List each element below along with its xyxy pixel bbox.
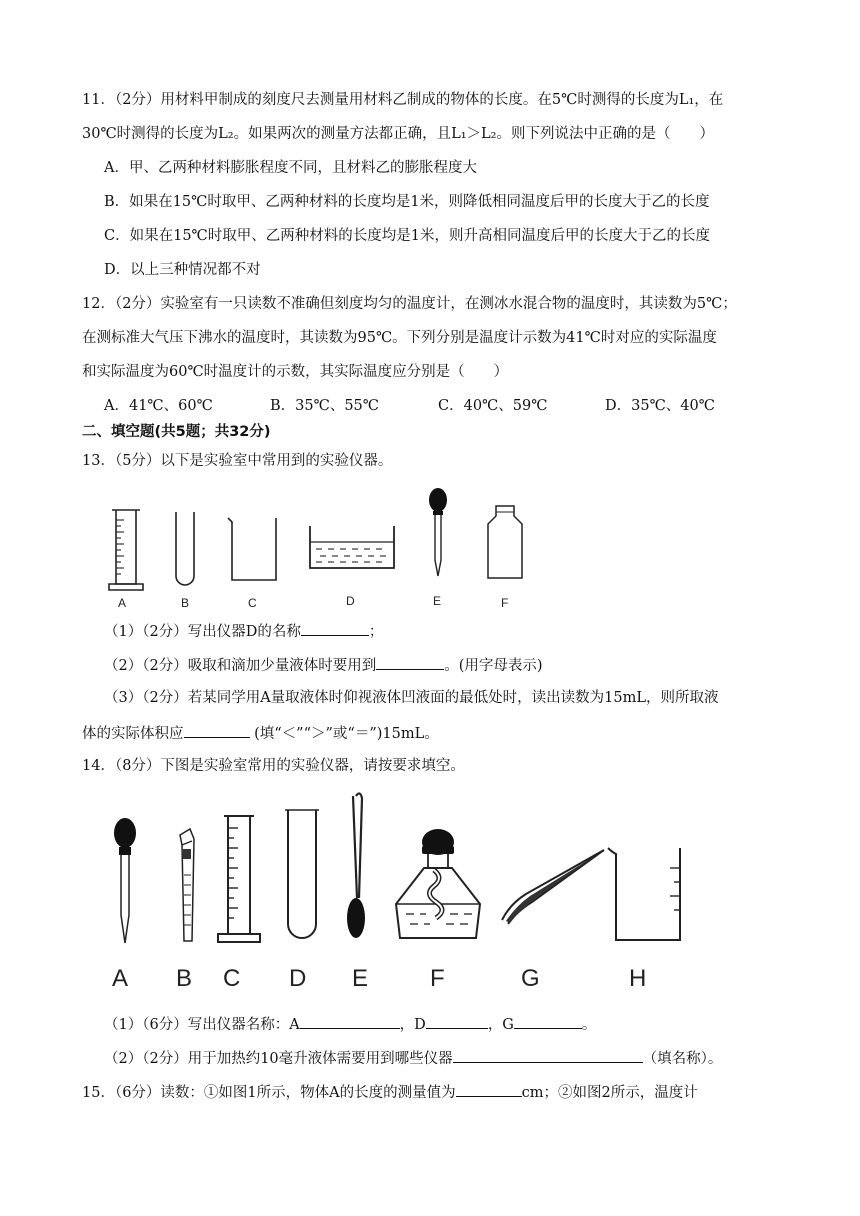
q14-beaker-figure bbox=[604, 838, 690, 946]
q13-label-c: C bbox=[248, 596, 257, 610]
q12-option-c: C．40℃、59℃ bbox=[438, 398, 548, 414]
q11-option-b: B．如果在15℃时取甲、乙两种材料的长度均是1米，则降低相同温度后甲的长度大于乙的长度 bbox=[104, 194, 710, 210]
q14-sub2-tail: （填名称）。 bbox=[642, 1051, 723, 1067]
q14-sub1-blank-a[interactable] bbox=[300, 1013, 400, 1029]
q14-test-tube-holder-figure bbox=[172, 825, 200, 947]
q12-stem-line3: 和实际温度为60℃时温度计的示数，其实际温度应分别是（ ） bbox=[82, 364, 509, 380]
q14-sub1-text-g: ，G bbox=[487, 1017, 514, 1033]
q14-label-f: F bbox=[430, 965, 445, 992]
q13-sub1-tail: ； bbox=[368, 624, 384, 640]
q14-sub2-answer-blank[interactable] bbox=[453, 1047, 643, 1063]
q14-graduated-cylinder-figure bbox=[214, 808, 264, 948]
q14-label-e: E bbox=[352, 965, 369, 992]
q11-option-a: A．甲、乙两种材料膨胀程度不同，且材料乙的膨胀程度大 bbox=[104, 160, 477, 176]
q12-option-b: B．35℃、55℃ bbox=[270, 398, 379, 414]
q13-label-b: B bbox=[181, 596, 190, 610]
q15-text: 15．（6分）读数：①如图1所示，物体A的长度的测量值为 bbox=[82, 1085, 456, 1101]
q14-sub1-blank-d[interactable] bbox=[426, 1013, 488, 1029]
q15-answer-blank[interactable] bbox=[456, 1081, 522, 1097]
q12-stem-line2: 在测标准大气压下沸水的温度时，其读数为95℃。下列分别是温度计示数为41℃时对应的实际温度 bbox=[82, 330, 717, 346]
q13-sub2-tail: 。(用字母表示) bbox=[444, 658, 543, 674]
q15-stem bbox=[82, 1081, 698, 1103]
q14-label-a: A bbox=[112, 965, 129, 992]
q14-sub2 bbox=[104, 1047, 722, 1069]
q14-medicine-spoon-figure bbox=[338, 788, 374, 948]
q14-label-b: B bbox=[176, 965, 193, 992]
q13-reagent-bottle-figure bbox=[482, 502, 528, 582]
q14-sub2-text: （2）（2分）用于加热约10毫升液体需要用到哪些仪器 bbox=[104, 1051, 453, 1067]
q13-label-d: D bbox=[346, 594, 355, 608]
q13-sub1-answer-blank[interactable] bbox=[301, 620, 369, 636]
q13-sub2-answer-blank[interactable] bbox=[376, 654, 444, 670]
q13-dropper-figure bbox=[424, 486, 452, 580]
q13-sub3-answer-blank[interactable] bbox=[184, 722, 250, 738]
section-heading-fill-in: 二、填空题(共5题；共32分) bbox=[82, 424, 271, 440]
q11-stem-line1: 11．（2分）用材料甲制成的刻度尺去测量用材料乙制成的物体的长度。在5℃时测得的长度为L₁，在 bbox=[82, 92, 724, 108]
q12-option-a: A．41℃、60℃ bbox=[104, 398, 213, 414]
q14-sub1-text-d: ，D bbox=[399, 1017, 426, 1033]
q14-dropper-figure bbox=[110, 815, 140, 950]
q13-label-f: F bbox=[501, 596, 509, 610]
q14-alcohol-lamp-figure bbox=[390, 826, 486, 948]
q14-sub1-blank-g[interactable] bbox=[514, 1013, 582, 1029]
q13-sub2 bbox=[104, 654, 543, 676]
q13-sub3-tail: (填“＜”“＞”或“＝”)15mL。 bbox=[249, 726, 439, 742]
q11-stem-line2: 30℃时测得的长度为L₂。如果两次的测量方法都正确，且L₁＞L₂。则下列说法中正确的是（ ） bbox=[82, 126, 714, 142]
q13-sub2-text: （2）（2分）吸取和滴加少量液体时要用到 bbox=[104, 658, 377, 674]
q13-sub1-text: （1）（2分）写出仪器D的名称 bbox=[104, 624, 301, 640]
q11-option-c: C．如果在15℃时取甲、乙两种材料的长度均是1米，则升高相同温度后甲的长度大于乙的长度 bbox=[104, 228, 710, 244]
q13-beaker-figure bbox=[224, 512, 282, 584]
q13-label-e: E bbox=[433, 594, 442, 608]
q14-sub1-tail: 。 bbox=[581, 1017, 597, 1033]
q14-label-h: H bbox=[629, 965, 647, 992]
q13-sub1 bbox=[104, 620, 383, 642]
q13-sub3-line1: （3）（2分）若某同学用A量取液体时仰视液体凹液面的最低处时，读出读数为15mL，则所取液 bbox=[104, 690, 719, 706]
q13-label-a: A bbox=[118, 596, 127, 610]
q13-graduated-cylinder-figure bbox=[106, 500, 146, 595]
q14-stem: 14．（8分）下图是实验室常用的实验仪器，请按要求填空。 bbox=[82, 758, 465, 774]
q13-sub3-text: 体的实际体积应 bbox=[82, 726, 184, 742]
q13-sub3-line2 bbox=[82, 722, 439, 744]
q13-stem: 13．（5分）以下是实验室中常用到的实验仪器。 bbox=[82, 453, 393, 469]
q14-sub1 bbox=[104, 1013, 596, 1035]
q14-sub1-text: （1）（6分）写出仪器名称：A bbox=[104, 1017, 300, 1033]
q14-tweezers-figure bbox=[496, 846, 608, 926]
q11-option-d: D．以上三种情况都不对 bbox=[104, 262, 261, 278]
q14-label-g: G bbox=[521, 965, 540, 992]
q12-option-d: D．35℃、40℃ bbox=[605, 398, 715, 414]
q14-label-c: C bbox=[223, 965, 241, 992]
q15-tail: cm；②如图2所示，温度计 bbox=[521, 1085, 698, 1101]
q13-water-trough-figure bbox=[306, 522, 398, 574]
q13-test-tube-figure bbox=[170, 508, 200, 590]
q14-test-tube-figure bbox=[282, 806, 322, 946]
q12-stem-line1: 12．（2分）实验室有一只读数不准确但刻度均匀的温度计，在测冰水混合物的温度时，其读数为5℃； bbox=[82, 296, 737, 312]
q14-label-d: D bbox=[289, 965, 307, 992]
